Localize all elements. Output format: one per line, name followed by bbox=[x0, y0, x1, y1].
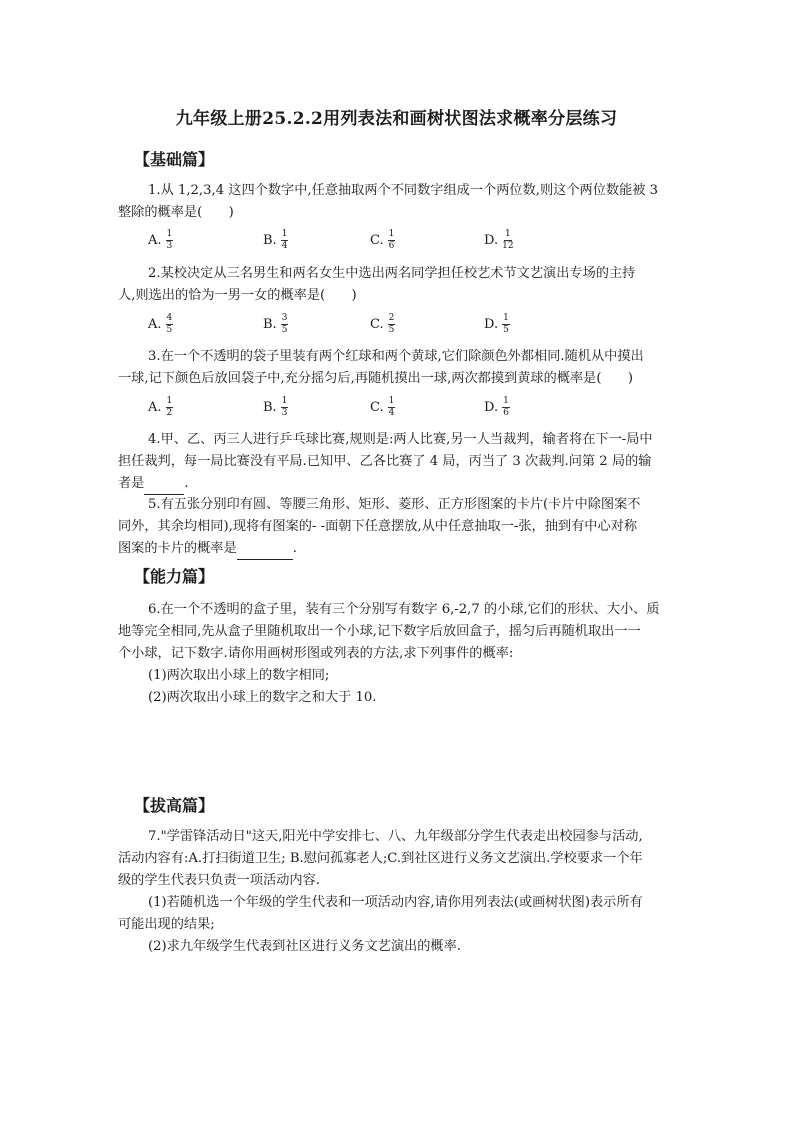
option-d[interactable]: D. $\frac{1}{5}$ bbox=[484, 313, 509, 335]
fraction: $\frac{1}{2}$ bbox=[166, 396, 173, 418]
question-5-line-1: 5.有五张分别印有圆、等腰三角形、矩形、菱形、正方形图案的卡片(卡片中除图案不 bbox=[148, 497, 641, 512]
question-2-line-2: 人,则选出的恰为一男一女的概率是( ) bbox=[118, 288, 357, 303]
question-7-line-2: 活动内容有:A.打扫街道卫生; B.慰问孤寡老人;C.到社区进行义务文艺演出.学校要求一个年 bbox=[118, 851, 643, 866]
question-3-line-1: 3.在一个不透明的袋子里装有两个红球和两个黄球,它们除颜色外都相同.随机从中摸出 bbox=[148, 349, 644, 364]
option-c[interactable]: C. $\frac{1}{4}$ bbox=[370, 396, 395, 418]
fraction: $\frac{1}{12}$ bbox=[502, 229, 514, 251]
section-basic-heading: 【基础篇】 bbox=[134, 150, 215, 169]
question-4-line-2: 担任裁判，每一局比赛没有平局.已知甲、乙各比赛了 4 局，丙当了 3 次裁判.问第 2 局的输 bbox=[118, 454, 652, 469]
fraction: $\frac{1}{3}$ bbox=[166, 229, 173, 251]
option-c[interactable]: C. $\frac{1}{6}$ bbox=[370, 229, 395, 251]
question-6-sub-2: (2)两次取出小球上的数字之和大于 10. bbox=[148, 690, 377, 705]
question-3-line-2: 一球,记下颜色后放回袋子中,充分摇匀后,再随机摸出一球,两次都摸到黄球的概率是( ) bbox=[118, 371, 633, 386]
option-c[interactable]: C. $\frac{2}{5}$ bbox=[370, 313, 395, 335]
question-1-options bbox=[148, 230, 648, 254]
question-1-line-2: 整除的概率是( ) bbox=[118, 205, 234, 220]
question-2 bbox=[118, 263, 678, 307]
question-6 bbox=[118, 599, 678, 709]
fraction: $\frac{3}{5}$ bbox=[281, 313, 288, 335]
fraction: $\frac{4}{5}$ bbox=[166, 313, 173, 335]
fraction: $\frac{1}{6}$ bbox=[503, 396, 509, 418]
question-4-line-1: 4.甲、乙、丙三人进行乒乓球比赛,规则是:两人比赛,另一人当裁判，输者将在下一-局中 bbox=[148, 432, 653, 447]
question-6-line-3: 个小球，记下数字.请你用画树形图或列表的方法,求下列事件的概率: bbox=[118, 646, 514, 661]
section-advanced-heading: 【拔高篇】 bbox=[134, 796, 215, 815]
option-d[interactable]: D. $\frac{1}{6}$ bbox=[484, 396, 509, 418]
question-7-line-3: 级的学生代表只负责一项活动内容. bbox=[118, 873, 321, 888]
fraction: $\frac{1}{3}$ bbox=[281, 396, 288, 418]
question-1 bbox=[118, 180, 678, 224]
fraction: $\frac{1}{4}$ bbox=[388, 396, 395, 418]
question-5-line-2: 同外，其余均相同),现将有图案的- -面朝下任意摆放,从中任意抽取一-张，抽到有中心对称 bbox=[118, 519, 638, 534]
option-b[interactable]: B. $\frac{1}{4}$ bbox=[263, 229, 288, 251]
question-3 bbox=[118, 346, 678, 390]
question-3-options bbox=[148, 397, 648, 421]
question-1-line-1: 1.从 1,2,3,4 这四个数字中,任意抽取两个不同数字组成一个两位数,则这个两位数能被 3 bbox=[148, 183, 659, 198]
question-7-sub-1a: (1)若随机选一个年级的学生代表和一项活动内容,请你用列表法(或画树状图)表示所有 bbox=[148, 895, 643, 910]
question-7 bbox=[118, 826, 678, 958]
fraction: $\frac{1}{5}$ bbox=[503, 313, 509, 335]
question-4 bbox=[118, 429, 678, 495]
option-b[interactable]: B. $\frac{3}{5}$ bbox=[263, 313, 288, 335]
page-title: 九年级上册25.2.2用列表法和画树状图法求概率分层练习 bbox=[175, 109, 618, 129]
answer-blank[interactable] bbox=[144, 480, 184, 495]
question-5 bbox=[118, 494, 678, 560]
question-6-sub-1: (1)两次取出小球上的数字相同; bbox=[148, 668, 330, 683]
question-7-sub-1b: 可能出现的结果; bbox=[118, 917, 215, 932]
fraction: $\frac{1}{4}$ bbox=[281, 229, 288, 251]
question-7-sub-2: (2)求九年级学生代表到社区进行义务文艺演出的概率. bbox=[148, 939, 461, 954]
question-4-line-3: 者是 . bbox=[118, 473, 678, 495]
question-7-line-1: 7."学雷锋活动日"这天,阳光中学安排七、八、九年级部分学生代表走出校园参与活动, bbox=[148, 829, 643, 844]
section-ability-heading: 【能力篇】 bbox=[134, 567, 215, 586]
question-2-line-1: 2.某校决定从三名男生和两名女生中选出两名同学担任校艺术节文艺演出专场的主持 bbox=[148, 266, 636, 281]
option-a[interactable]: A. $\frac{1}{2}$ bbox=[148, 396, 173, 418]
option-a[interactable]: A. $\frac{1}{3}$ bbox=[148, 229, 173, 251]
fraction: $\frac{1}{6}$ bbox=[388, 229, 395, 251]
option-b[interactable]: B. $\frac{1}{3}$ bbox=[263, 396, 288, 418]
option-d[interactable]: D. $\frac{1}{12}$ bbox=[484, 229, 514, 251]
question-6-line-1: 6.在一个不透明的盒子里，装有三个分别写有数字 6,-2,7 的小球,它们的形状、大小、质 bbox=[148, 602, 660, 617]
fraction: $\frac{2}{5}$ bbox=[388, 313, 395, 335]
answer-blank[interactable] bbox=[237, 545, 293, 560]
question-6-line-2: 地等完全相同,先从盒子里随机取出一个小球,记下数字后放回盒子，摇匀后再随机取出一一 bbox=[118, 624, 641, 639]
question-2-options bbox=[148, 314, 648, 338]
option-a[interactable]: A. $\frac{4}{5}$ bbox=[148, 313, 173, 335]
question-5-line-3: 图案的卡片的概率是 . bbox=[118, 538, 678, 560]
